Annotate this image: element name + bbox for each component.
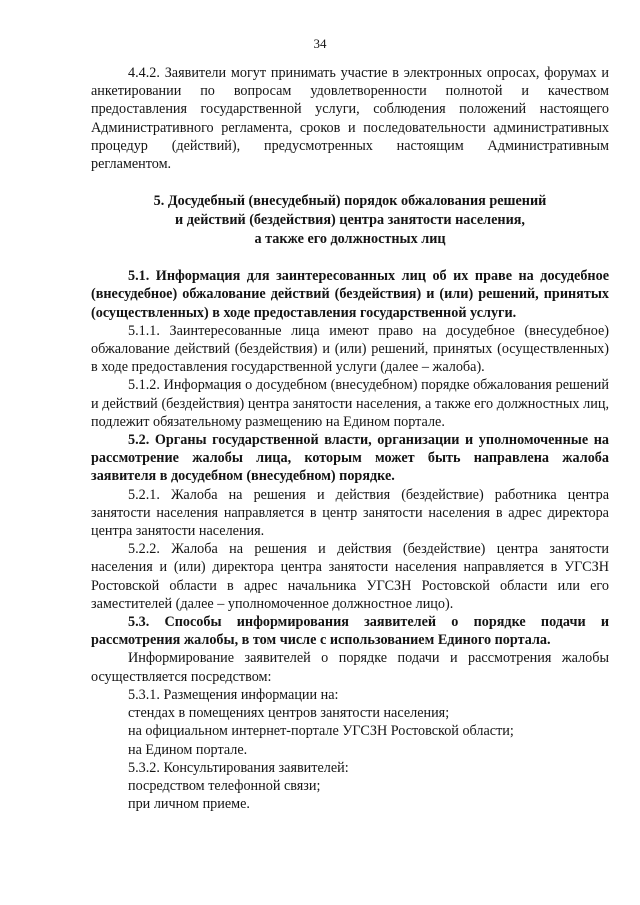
list-item: на официальном интернет-портале УГСЗН Ростовской области; xyxy=(128,723,514,740)
paragraph-5-2-1: 5.2.1. Жалоба на решения и действия (бездействие) работника центра занятости населения направляется в центр занятости населения в адрес директора центра занятости населения. xyxy=(91,486,609,540)
list-item: на Едином портале. xyxy=(128,741,248,758)
list-item: 5.3.1. Размещения информации на: xyxy=(128,686,339,703)
section-5-heading xyxy=(91,192,609,249)
subsection-5-3-heading: 5.3. Способы информирования заявителей о порядке подачи и рассмотрения жалобы, в том числе с использованием Единого портала. xyxy=(91,614,609,649)
section-5-heading-line: и действий (бездействия) центра занятости населения, xyxy=(175,212,525,229)
paragraph-5-2-2: 5.2.2. Жалоба на решения и действия (бездействие) центра занятости населения и (или) директора центра занятости населения направляется в УГСЗН Ростовской области в адрес начальника УГСЗН Ростовской области или его заместителей (далее – уполномоченное должностное лицо). xyxy=(91,541,609,612)
list-item: 5.3.2. Консультирования заявителей: xyxy=(128,759,349,776)
paragraph-4-4-2: 4.4.2. Заявители могут принимать участие в электронных опросах, форумах и анкетировании по вопросам удовлетворенности полнотой и качеством предоставления государственной услуги, соблюдения положений настоящего Административного регламента, сроков и последовательности административных процедур (действий), предусмотренных настоящим Административным регламентом. xyxy=(91,65,609,173)
list-item: стендах в помещениях центров занятости населения; xyxy=(128,705,450,722)
section-5-heading-line: а также его должностных лиц xyxy=(254,231,446,248)
subsection-5-2-heading: 5.2. Органы государственной власти, организации и уполномоченные на рассмотрение жалобы лица, которым может быть направлена жалоба заявителя в досудебном (внесудебном) порядке. xyxy=(91,432,609,485)
paragraph-5-1-2: 5.1.2. Информация о досудебном (внесудебном) порядке обжалования решений и действий (бездействия) центра занятости населения, а также его должностных лиц, подлежит обязательному размещению на Едином портале. xyxy=(91,377,609,430)
subsection-5-1-heading: 5.1. Информация для заинтересованных лиц об их праве на досудебное (внесудебное) обжалование действий (бездействия) и (или) решений, принятых (осуществленных) в ходе предоставления государственной услуги. xyxy=(91,268,609,321)
page-number: 34 xyxy=(313,36,327,51)
document-body xyxy=(91,64,609,813)
section-5-heading-line: 5. Досудебный (внесудебный) порядок обжалования решений xyxy=(153,193,547,210)
paragraph-5-3-intro: Информирование заявителей о порядке подачи и рассмотрения жалобы осуществляется посредством: xyxy=(91,650,609,685)
list-item: посредством телефонной связи; xyxy=(128,777,321,794)
paragraph-5-1-1: 5.1.1. Заинтересованные лица имеют право на досудебное (внесудебное) обжалование действий (бездействия) и (или) решений, принятых (осуществленных) в ходе предоставления государственной услуги (далее – жалоба). xyxy=(91,322,609,376)
list-item: при личном приеме. xyxy=(128,796,250,813)
